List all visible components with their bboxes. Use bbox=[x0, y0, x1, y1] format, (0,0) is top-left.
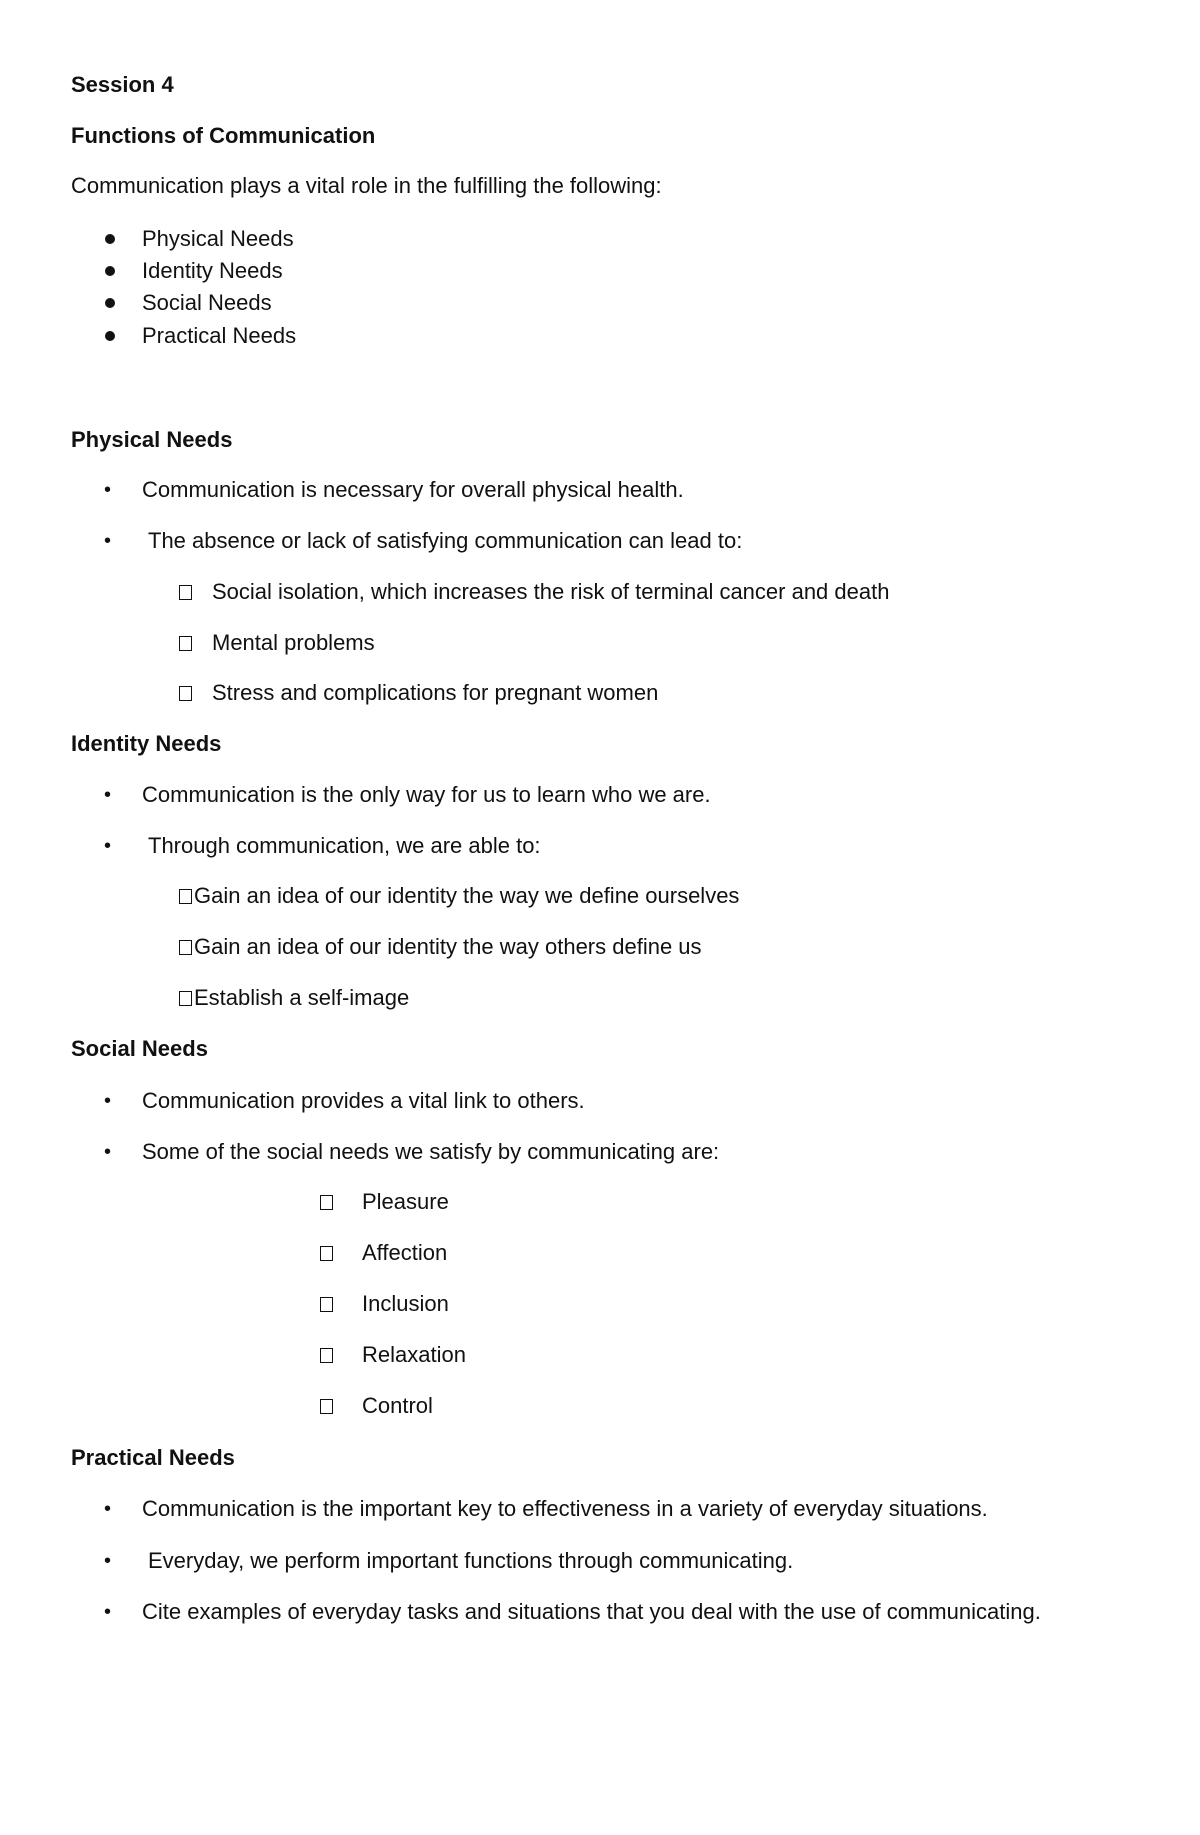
bullet-dot-icon bbox=[105, 331, 115, 341]
list-item: Practical Needs bbox=[142, 323, 297, 348]
checkbox-glyph-icon bbox=[320, 1297, 333, 1312]
checkbox-glyph-icon bbox=[320, 1195, 333, 1210]
sub-item: Affection bbox=[362, 1240, 448, 1265]
session-title: Session 4 bbox=[71, 72, 174, 97]
checkbox-glyph-icon bbox=[179, 686, 192, 701]
list-item: Identity Needs bbox=[142, 258, 283, 283]
checkbox-glyph-icon bbox=[179, 889, 192, 904]
sub-item: Establish a self-image bbox=[194, 985, 410, 1010]
bullet-dot-icon bbox=[105, 298, 115, 308]
bullet-text: Communication provides a vital link to others. bbox=[142, 1088, 585, 1113]
sub-item: Social isolation, which increases the risk of terminal cancer and death bbox=[212, 579, 890, 604]
checkbox-glyph-icon bbox=[179, 636, 192, 651]
bullet-icon: • bbox=[104, 1498, 112, 1520]
bullet-text: The absence or lack of satisfying communication can lead to: bbox=[148, 528, 743, 553]
bullet-text: Communication is necessary for overall physical health. bbox=[142, 477, 684, 502]
checkbox-glyph-icon bbox=[320, 1348, 333, 1363]
sub-item: Gain an idea of our identity the way others define us bbox=[194, 934, 702, 959]
sub-item: Inclusion bbox=[362, 1291, 449, 1316]
bullet-icon: • bbox=[104, 530, 112, 552]
intro-text: Communication plays a vital role in the fulfilling the following: bbox=[71, 173, 662, 198]
bullet-text: Cite examples of everyday tasks and situations that you deal with the use of communicating. bbox=[142, 1599, 1041, 1624]
bullet-text: Through communication, we are able to: bbox=[148, 833, 541, 858]
bullet-icon: • bbox=[104, 1090, 112, 1112]
bullet-icon: • bbox=[104, 1550, 112, 1572]
sub-item: Stress and complications for pregnant women bbox=[212, 680, 659, 705]
sub-item: Control bbox=[362, 1393, 433, 1418]
section-heading: Identity Needs bbox=[71, 731, 222, 756]
section-heading: Physical Needs bbox=[71, 427, 233, 452]
sub-item: Relaxation bbox=[362, 1342, 466, 1367]
bullet-icon: • bbox=[104, 1601, 112, 1623]
list-item: Social Needs bbox=[142, 290, 272, 315]
sub-item: Pleasure bbox=[362, 1189, 449, 1214]
bullet-icon: • bbox=[104, 1141, 112, 1163]
bullet-dot-icon bbox=[105, 234, 115, 244]
bullet-icon: • bbox=[104, 784, 112, 806]
bullet-text: Communication is the only way for us to learn who we are. bbox=[142, 782, 711, 807]
list-item: Physical Needs bbox=[142, 226, 294, 251]
bullet-text: Some of the social needs we satisfy by communicating are: bbox=[142, 1139, 720, 1164]
bullet-icon: • bbox=[104, 835, 112, 857]
bullet-dot-icon bbox=[105, 266, 115, 276]
checkbox-glyph-icon bbox=[179, 585, 192, 600]
bullet-text: Everyday, we perform important functions through communicating. bbox=[148, 1548, 794, 1573]
checkbox-glyph-icon bbox=[320, 1246, 333, 1261]
checkbox-glyph-icon bbox=[320, 1399, 333, 1414]
checkbox-glyph-icon bbox=[179, 991, 192, 1006]
section-heading: Practical Needs bbox=[71, 1445, 235, 1470]
checkbox-glyph-icon bbox=[179, 940, 192, 955]
bullet-text: Communication is the important key to effectiveness in a variety of everyday situations. bbox=[142, 1496, 988, 1521]
sub-item: Mental problems bbox=[212, 630, 375, 655]
section-heading: Social Needs bbox=[71, 1036, 208, 1061]
sub-item: Gain an idea of our identity the way we define ourselves bbox=[194, 883, 740, 908]
bullet-icon: • bbox=[104, 479, 112, 501]
page-title: Functions of Communication bbox=[71, 123, 376, 148]
